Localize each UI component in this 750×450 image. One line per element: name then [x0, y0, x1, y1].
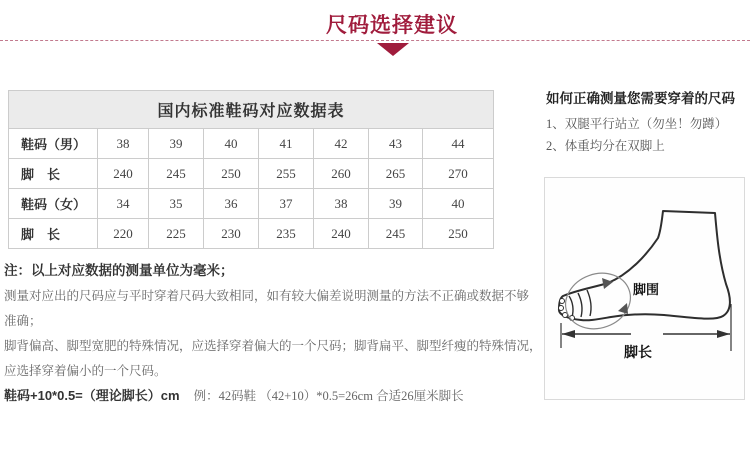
foot-outline [559, 211, 730, 320]
table-cell: 42 [314, 129, 369, 159]
size-table-title: 国内标准鞋码对应数据表 [9, 91, 494, 129]
measure-guide [546, 87, 750, 161]
table-cell: 38 [314, 189, 369, 219]
table-cell: 44 [423, 129, 494, 159]
toe-tip [559, 306, 564, 311]
table-row [9, 129, 494, 159]
foot-diagram-svg [545, 178, 744, 399]
note-line: 应选择穿着偏小的一个尺码。 [4, 364, 167, 378]
table-cell: 260 [314, 159, 369, 189]
unit-note: 注：以上对应数据的测量单位为毫米； [4, 263, 234, 278]
length-arrowhead-icon [717, 330, 730, 338]
girth-label: 脚围 [633, 282, 660, 297]
row-label: 鞋码（女） [9, 189, 98, 219]
table-cell: 270 [423, 159, 494, 189]
table-cell: 41 [259, 129, 314, 159]
table-row [9, 159, 494, 189]
table-cell: 38 [98, 129, 149, 159]
formula: 鞋码+10*0.5=（理论脚长）cm [4, 388, 180, 403]
row-label: 脚 长 [9, 159, 98, 189]
table-cell: 255 [259, 159, 314, 189]
page-title: 尺码选择建议 [326, 14, 458, 37]
formula-line [4, 388, 549, 404]
size-table-header-row [9, 91, 494, 129]
table-cell: 230 [204, 219, 259, 249]
measure-step-1: 1、双腿平行站立（勿坐！勿蹲） [546, 117, 728, 131]
row-label: 脚 长 [9, 219, 98, 249]
table-cell: 235 [259, 219, 314, 249]
table-cell: 245 [369, 219, 423, 249]
girth-arrow-icon [618, 303, 628, 314]
table-cell: 40 [423, 189, 494, 219]
table-cell: 265 [369, 159, 423, 189]
note-line: 准确； [4, 314, 42, 328]
table-cell: 37 [259, 189, 314, 219]
notes [4, 263, 549, 413]
table-cell: 250 [423, 219, 494, 249]
table-cell: 40 [204, 129, 259, 159]
table-cell: 240 [314, 219, 369, 249]
arrow-down-icon [377, 43, 409, 56]
measure-guide-heading: 如何正确测量您需要穿着的尺码 [546, 91, 735, 106]
table-cell: 250 [204, 159, 259, 189]
length-label: 脚长 [624, 344, 652, 360]
size-table [8, 90, 494, 249]
note-line: 脚背偏高、脚型宽肥的特殊情况，应选择穿着偏大的一个尺码；脚背扁平、脚型纤瘦的特殊情况， [4, 339, 542, 353]
length-arrowhead-icon [562, 330, 575, 338]
foot-diagram [544, 177, 745, 400]
table-cell: 43 [369, 129, 423, 159]
note-line: 测量对应出的尺码应与平时穿着尺码大致相同，如有较大偏差说明测量的方法不正确或数据不够 [4, 289, 530, 303]
table-row [9, 219, 494, 249]
table-cell: 39 [369, 189, 423, 219]
table-cell: 36 [204, 189, 259, 219]
table-row [9, 189, 494, 219]
table-cell: 220 [98, 219, 149, 249]
toe-line [587, 290, 591, 316]
girth-arrow-icon [602, 278, 613, 289]
toe-line [578, 293, 582, 317]
toe-line [569, 296, 573, 317]
table-cell: 245 [149, 159, 204, 189]
table-cell: 225 [149, 219, 204, 249]
row-label: 鞋码（男） [9, 129, 98, 159]
girth-ellipse [558, 264, 638, 337]
measure-step-2: 2、体重均分在双脚上 [546, 139, 665, 153]
formula-example: 例：42码鞋 （42+10）*0.5=26cm 合适26厘米脚长 [193, 389, 464, 403]
table-cell: 39 [149, 129, 204, 159]
table-cell: 34 [98, 189, 149, 219]
dashed-divider [0, 40, 750, 41]
table-cell: 240 [98, 159, 149, 189]
toe-tip [560, 299, 565, 304]
size-table-panel [8, 90, 494, 249]
table-cell: 35 [149, 189, 204, 219]
